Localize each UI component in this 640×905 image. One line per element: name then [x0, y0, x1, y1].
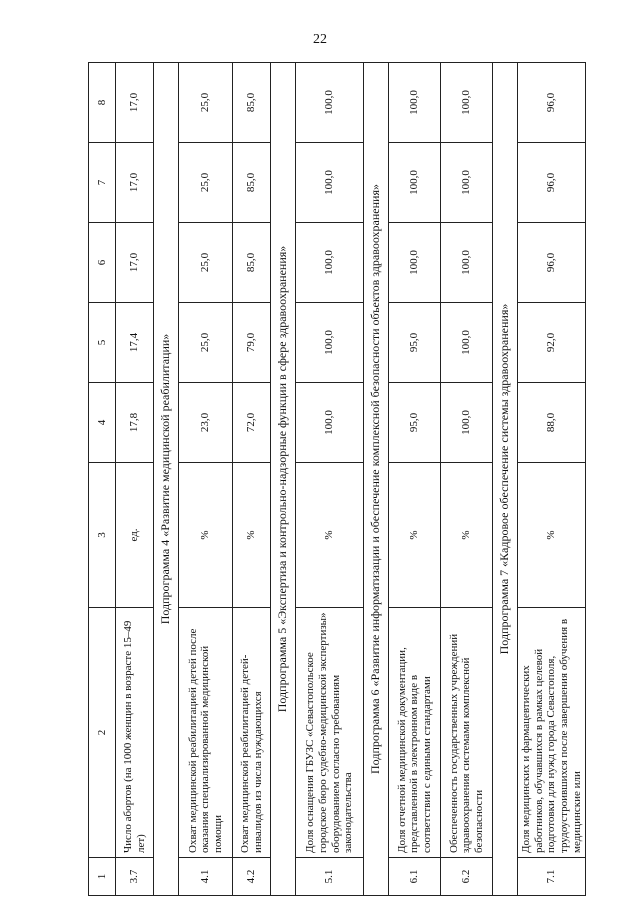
value-cell: 79,0	[233, 303, 271, 383]
table-row	[389, 63, 441, 896]
value-cell: 85,0	[233, 143, 271, 223]
column-header: 7	[89, 143, 116, 223]
row-number: 7.1	[518, 858, 586, 896]
table-row	[296, 63, 364, 896]
section-title: Подпрограмма 4 «Развитие медицинской реабилитации»	[154, 63, 179, 896]
section-row	[154, 63, 179, 896]
indicators-table	[88, 62, 586, 896]
table-row	[116, 63, 154, 896]
value-cell: 100,0	[296, 223, 364, 303]
indicator-name: Доля оснащения ГБУЗС «Севастопольское городское бюро судебно-медицинской экспертизы» оборудованием согласно требованиям законодательства	[296, 608, 364, 858]
indicator-name: Доля медицинских и фармацевтических работников, обучавшихся в рамках целевой подготовки для нужд города Севастополя, трудоустроившихся после завершения обучения в медицинские или	[518, 608, 586, 858]
unit-cell: %	[296, 463, 364, 608]
section-row	[364, 63, 389, 896]
value-cell: 72,0	[233, 383, 271, 463]
indicator-name: Охват медицинской реабилитацией детей после оказания специализированной медицинской помощи	[179, 608, 233, 858]
value-cell: 85,0	[233, 63, 271, 143]
value-cell: 100,0	[441, 303, 493, 383]
value-cell: 92,0	[518, 303, 586, 383]
unit-cell: %	[179, 463, 233, 608]
table-row	[179, 63, 233, 896]
unit-cell: %	[518, 463, 586, 608]
value-cell: 25,0	[179, 303, 233, 383]
value-cell: 100,0	[389, 143, 441, 223]
unit-cell: %	[233, 463, 271, 608]
value-cell: 100,0	[296, 303, 364, 383]
unit-cell: ед.	[116, 463, 154, 608]
value-cell: 100,0	[441, 383, 493, 463]
row-number: 6.1	[389, 858, 441, 896]
row-number: 6.2	[441, 858, 493, 896]
column-header: 2	[89, 608, 116, 858]
row-number: 4.1	[179, 858, 233, 896]
page-number: 22	[313, 32, 327, 47]
column-header: 3	[89, 463, 116, 608]
value-cell: 95,0	[389, 303, 441, 383]
value-cell: 100,0	[389, 223, 441, 303]
value-cell: 100,0	[296, 383, 364, 463]
row-number: 5.1	[296, 858, 364, 896]
column-header: 4	[89, 383, 116, 463]
column-number-row	[89, 63, 116, 896]
indicator-name: Охват медицинской реабилитацией детей-инвалидов из числа нуждающихся	[233, 608, 271, 858]
value-cell: 25,0	[179, 143, 233, 223]
value-cell: 85,0	[233, 223, 271, 303]
value-cell: 100,0	[441, 63, 493, 143]
table-row	[518, 63, 586, 896]
value-cell: 96,0	[518, 143, 586, 223]
value-cell: 95,0	[389, 383, 441, 463]
column-header: 1	[89, 858, 116, 896]
section-title: Подпрограмма 5 «Экспертиза и контрольно-надзорные функции в сфере здравоохранения»	[271, 63, 296, 896]
rotated-table-container	[88, 63, 586, 896]
row-number: 3.7	[116, 858, 154, 896]
column-header: 6	[89, 223, 116, 303]
table-row	[441, 63, 493, 896]
value-cell: 25,0	[179, 63, 233, 143]
section-title: Подпрограмма 7 «Кадровое обеспечение системы здравоохранения»	[493, 63, 518, 896]
value-cell: 25,0	[179, 223, 233, 303]
indicator-name: Обеспеченность государственных учреждений здравоохранения системами комплексной безопасности	[441, 608, 493, 858]
column-header: 5	[89, 303, 116, 383]
value-cell: 17,4	[116, 303, 154, 383]
indicator-name: Доля отчетной медицинской документации, представленной в электронном виде в соответствии с едиными стандартами	[389, 608, 441, 858]
column-header: 8	[89, 63, 116, 143]
unit-cell: %	[441, 463, 493, 608]
value-cell: 100,0	[389, 63, 441, 143]
value-cell: 100,0	[296, 143, 364, 223]
indicator-name: Число абортов (на 1000 женщин в возрасте 15–49 лет)	[116, 608, 154, 858]
section-title: Подпрограмма 6 «Развитие информатизации и обеспечение комплексной безопасности объектов здравоохранения»	[364, 63, 389, 896]
value-cell: 100,0	[441, 143, 493, 223]
value-cell: 17,0	[116, 143, 154, 223]
value-cell: 17,8	[116, 383, 154, 463]
unit-cell: %	[389, 463, 441, 608]
value-cell: 96,0	[518, 63, 586, 143]
value-cell: 17,0	[116, 63, 154, 143]
value-cell: 100,0	[441, 223, 493, 303]
row-number: 4.2	[233, 858, 271, 896]
section-row	[493, 63, 518, 896]
value-cell: 96,0	[518, 223, 586, 303]
value-cell: 17,0	[116, 223, 154, 303]
value-cell: 88,0	[518, 383, 586, 463]
value-cell: 100,0	[296, 63, 364, 143]
section-row	[271, 63, 296, 896]
value-cell: 23,0	[179, 383, 233, 463]
table-row	[233, 63, 271, 896]
